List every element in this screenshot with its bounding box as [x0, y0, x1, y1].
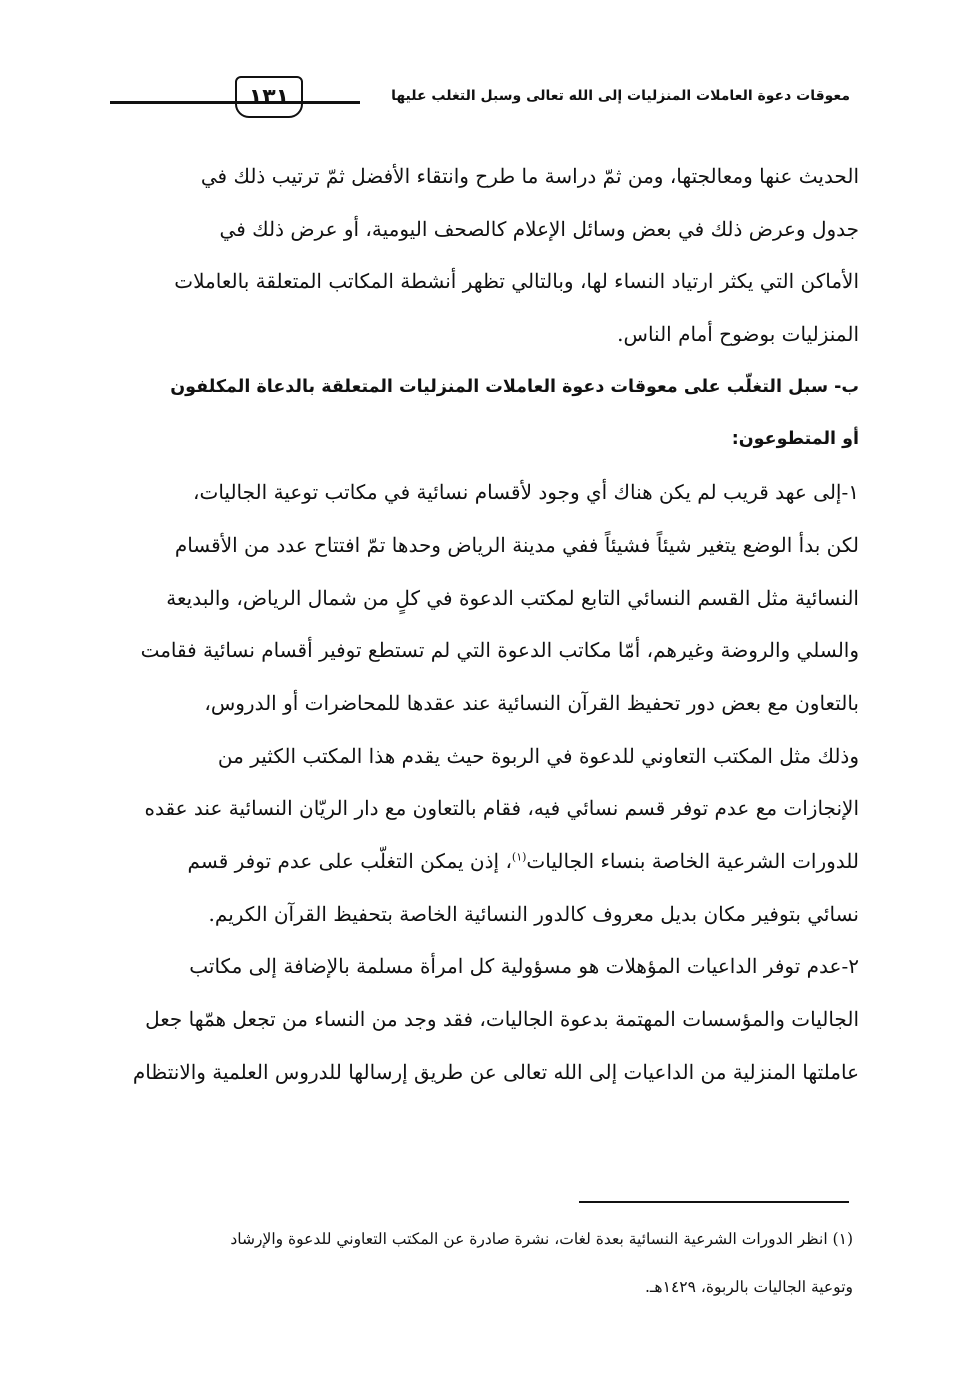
running-title: معوقات دعوة العاملات المنزليات إلى الله تعالى وسبل التغلب عليها [391, 88, 850, 104]
header-rule-left [110, 101, 230, 104]
footnote-reference: (١) [511, 850, 527, 864]
text-line: بالتعاون مع بعض دور تحفيظ القرآن النسائية عند عقدها للمحاضرات أو الدروس، [204, 690, 859, 715]
text-line: النسائية مثل القسم النسائي التابع لمكتب الدعوة في كلٍ من شمال الرياض، والبديعة [166, 585, 859, 610]
footnote-line: وتوعية الجاليات بالربوة، ١٤٢٩هـ. [644, 1278, 853, 1296]
text-line: المنزليات بوضوح أمام الناس. [617, 322, 859, 347]
text-segment: ، إذن يمكن التغلّب على عدم توفر قسم [187, 848, 512, 873]
text-line: جدول وعرض ذلك في بعض وسائل الإعلام كالصحف اليومية، أو عرض ذلك في [219, 216, 859, 241]
section-heading: ب- سبل التغلّب على معوقات دعوة العاملات المنزليات المتعلقة بالدعاة المكلفون [170, 376, 859, 397]
page-number: ١٣١ [248, 84, 290, 110]
running-header [110, 74, 850, 120]
footnotes [105, 1215, 853, 1311]
text-line: والسلي والروضة وغيرهم، أمّا مكاتب الدعوة التي لم تستطع توفير أقسام نسائية فقامت [140, 638, 859, 663]
footnote-line: (١) انظر الدورات الشرعية النسائية بعدة لغات، نشرة صادرة عن المكتب التعاوني للدعوة والإرشاد [230, 1230, 853, 1248]
text-line: ٢-عدم توفر الداعيات المؤهلات هو مسؤولية كل امرأة مسلمة بالإضافة إلى مكاتب [189, 954, 859, 979]
text-line-with-footnote [107, 835, 859, 888]
main-text [107, 150, 859, 1098]
page-number-badge [235, 76, 303, 118]
section-heading-cont: أو المتطوعون: [731, 429, 859, 450]
text-segment: للدورات الشرعية الخاصة بنساء الجاليات [526, 848, 859, 873]
text-line: الإنجازات مع عدم توفر قسم نسائي فيه، فقام بالتعاون مع دار الريّان النسائية عند عقده [144, 796, 859, 821]
text-line: الجاليات والمؤسسات المهتمة بدعوة الجاليات، فقد وجد من النساء من تجعل همّها جعل [145, 1007, 859, 1031]
text-line: الأماكن التي يكثر ارتياد النساء لها، وبالتالي تظهر أنشطة المكاتب المتعلقة بالعاملات [174, 269, 859, 294]
text-line: عاملتها المنزلية من الداعيات إلى الله تعالى عن طريق إرسالها للدروس العلمية والانتظام [132, 1059, 859, 1084]
text-line: وذلك مثل المكتب التعاوني للدعوة في الربوة حيث يقدم هذا المكتب الكثير من [217, 743, 859, 768]
text-line: الحديث عنها ومعالجتها، ومن ثمّ دراسة ما طرح وانتقاء الأفضل ثمّ ترتيب ذلك في [200, 164, 859, 188]
text-line: ١-إلى عهد قريب لم يكن هناك أي وجود لأقسام نسائية في مكاتب توعية الجاليات، [193, 480, 859, 505]
text-line: لكن بدأ الوضع يتغير شيئاً فشيئاً ففي مدينة الرياض وحدها تمّ افتتاح عدد من الأقسام [174, 532, 859, 557]
footnote-separator [579, 1201, 849, 1203]
text-line: نسائي بتوفير مكان بديل معروف كالدور النسائية الخاصة بتحفيظ القرآن الكريم. [208, 901, 859, 926]
